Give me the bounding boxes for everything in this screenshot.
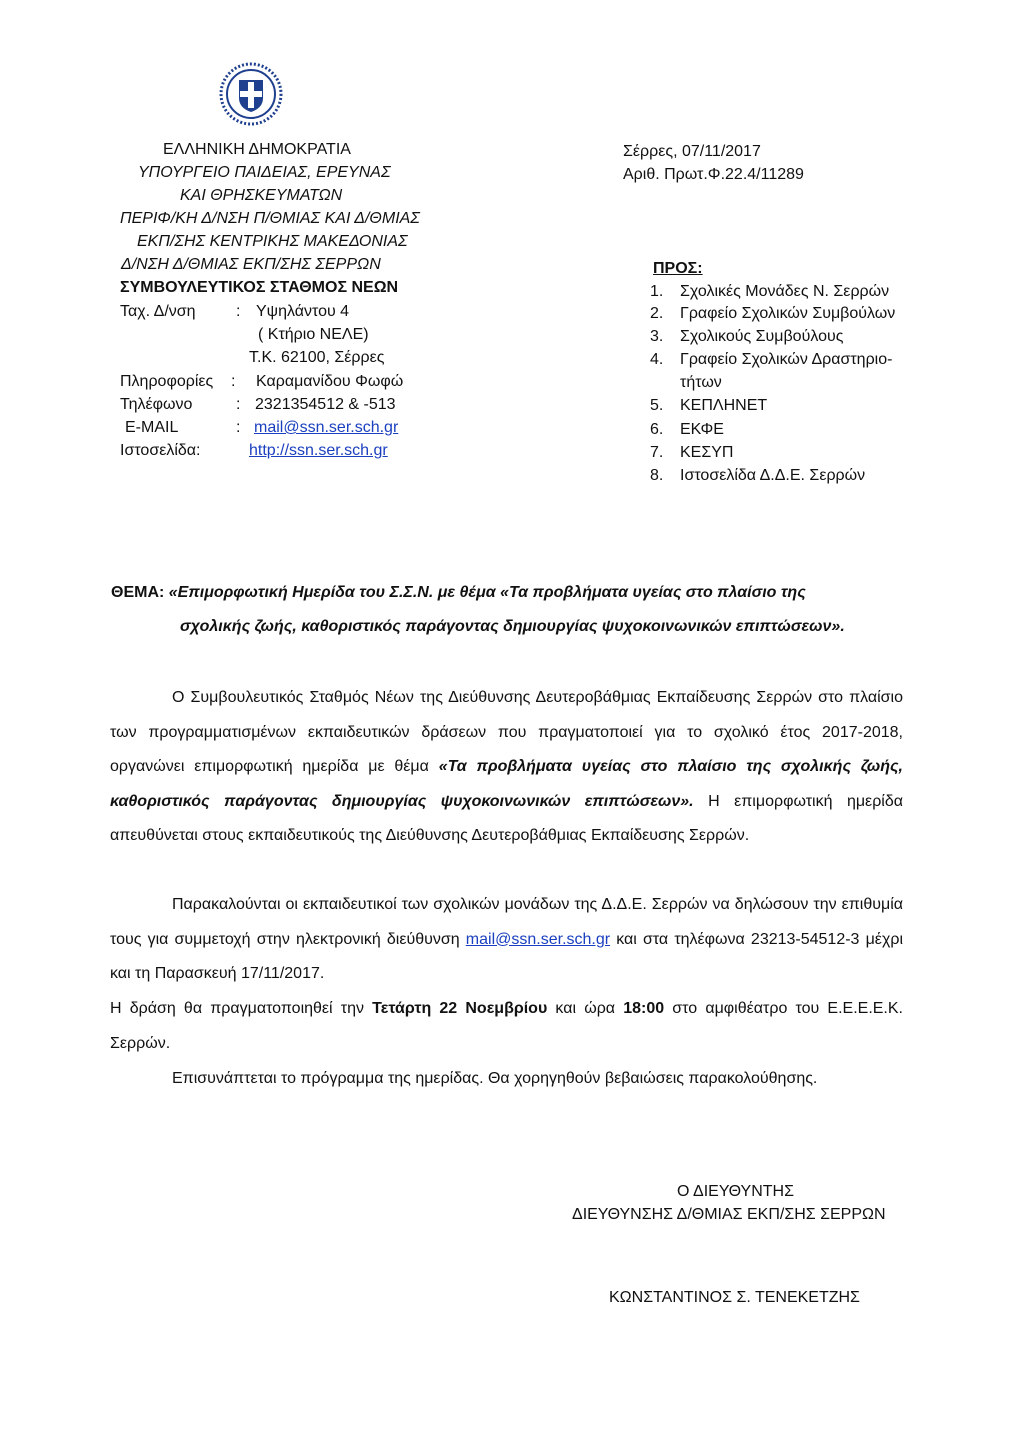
header-line: Δ/ΝΣΗ Δ/ΘΜΙΑΣ ΕΚΠ/ΣΗΣ ΣΕΡΡΩΝ: [121, 256, 381, 273]
address-line1: Υψηλάντου 4: [256, 303, 350, 320]
address-line2: ( Κτήριο ΝΕΛΕ): [258, 326, 369, 343]
header-line: ΕΛΛΗΝΙΚΗ ΔΗΜΟΚΡΑΤΙΑ: [163, 141, 351, 158]
signature-title: Ο ΔΙΕΥΘΥΝΤΗΣ: [677, 1183, 794, 1200]
subject-line2: σχολικής ζωής, καθοριστικός παράγοντας δημιουργίας ψυχοκοινωνικών επιπτώσεων».: [180, 618, 845, 635]
recipient-item: 1. Σχολικές Μονάδες Ν. Σερρών: [650, 283, 890, 300]
recipient-item: 8. Ιστοσελίδα Δ.Δ.Ε. Σερρών: [650, 467, 866, 484]
recipient-item: 3. Σχολικούς Συμβούλους: [650, 328, 844, 345]
greek-coat-of-arms-icon: [219, 62, 283, 126]
address-label: Ταχ. Δ/νση: [120, 303, 196, 320]
subject-label: ΘΕΜΑ:: [111, 584, 165, 601]
colon: :: [236, 396, 241, 413]
colon: :: [236, 303, 241, 320]
protocol-number: Αριθ. Πρωτ.Φ.22.4/11289: [623, 166, 804, 183]
recipient-item: 7. ΚΕΣΥΠ: [650, 444, 734, 461]
info-value: Καραμανίδου Φωφώ: [256, 373, 404, 390]
info-label: Πληροφορίες: [120, 373, 214, 390]
email-label: E-MAIL: [125, 419, 179, 436]
phone-label: Τηλέφωνο: [120, 396, 193, 413]
recipient-item: 5. ΚΕΠΛΗΝΕΤ: [650, 397, 768, 414]
signature-name: ΚΩΝΣΤΑΝΤΙΝΟΣ Σ. ΤΕΝΕΚΕΤΖΗΣ: [609, 1289, 860, 1306]
body-paragraph-2: Παρακαλούνται οι εκπαιδευτικοί των σχολικών μονάδων της Δ.Δ.Ε. Σερρών να δηλώσουν την επιθυμία τους για συμμετοχή στην ηλεκτρονική διεύθυνση mail@ssn.ser.sch.gr και στα τηλέφωνα 23213-54512-3 μέχρι και τη Παρασκευή 17/11/2017.: [110, 896, 903, 982]
recipient-item: τήτων: [680, 374, 722, 391]
website-label: Ιστοσελίδα:: [120, 442, 201, 459]
recipient-item: 2. Γραφείο Σχολικών Συμβούλων: [650, 305, 896, 322]
header-line: ΚΑΙ ΘΡΗΣΚΕΥΜΑΤΩΝ: [180, 187, 343, 204]
recipients-title: ΠΡΟΣ:: [653, 260, 703, 277]
body-paragraph-4: Επισυνάπτεται το πρόγραμμα της ημερίδας. Θα χορηγηθούν βεβαιώσεις παρακολούθησης.: [172, 1070, 818, 1087]
subject-text: «Επιμορφωτική Ημερίδα του Σ.Σ.Ν. με θέμα «Τα προβλήματα υγείας στο πλαίσιο της: [168, 584, 806, 601]
document-date: Σέρρες, 07/11/2017: [623, 143, 761, 160]
body-paragraph-1: Ο Συμβουλευτικός Σταθμός Νέων της Διεύθυνσης Δευτεροβάθμιας Εκπαίδευσης Σερρών στο πλαίσιο των προγραμματισμένων εκπαιδευτικών δράσεων που πραγματοποιεί για το σχολικό έτος 2017-2018, οργανώνει επιμορφωτική ημερίδα με θέμα «Τα προβλήματα υγείας στο πλαίσιο της σχολικής ζωής, καθοριστικός παράγοντας δημιουργίας ψυχοκοινωνικών επιπτώσεων». Η επιμορφωτική ημερίδα απευθύνεται στους εκπαιδευτικούς της Διεύθυνσης Δευτεροβάθμιας Εκπαίδευσης Σερρών.: [110, 689, 904, 844]
subject-line1: [111, 584, 806, 602]
header-line: ΣΥΜΒΟΥΛΕΥΤΙΚΟΣ ΣΤΑΘΜΟΣ ΝΕΩΝ: [120, 279, 399, 296]
header-line: ΠΕΡΙΦ/ΚΗ Δ/ΝΣΗ Π/ΘΜΙΑΣ ΚΑΙ Δ/ΘΜΙΑΣ: [120, 210, 420, 227]
body-paragraph-3: Η δράση θα πραγματοποιηθεί την Τετάρτη 22 Νοεμβρίου και ώρα 18:00 στο αμφιθέατρο του Ε.Ε.Ε.Ε.Κ. Σερρών.: [110, 1000, 903, 1052]
colon: :: [236, 419, 241, 436]
recipient-item: 6. ΕΚΦΕ: [650, 421, 724, 438]
address-line3: Τ.Κ. 62100, Σέρρες: [249, 349, 385, 366]
header-line: ΥΠΟΥΡΓΕΙΟ ΠΑΙΔΕΙΑΣ, ΕΡΕΥΝΑΣ: [138, 164, 391, 181]
phone-value: 2321354512 & -513: [255, 396, 396, 413]
recipient-item: 4. Γραφείο Σχολικών Δραστηριο-: [650, 351, 893, 368]
body-email-link[interactable]: mail@ssn.ser.sch.gr: [465, 930, 611, 948]
signature-dept: ΔΙΕΥΘΥΝΣΗΣ Δ/ΘΜΙΑΣ ΕΚΠ/ΣΗΣ ΣΕΡΡΩΝ: [572, 1206, 886, 1223]
header-line: ΕΚΠ/ΣΗΣ ΚΕΝΤΡΙΚΗΣ ΜΑΚΕΔΟΝΙΑΣ: [137, 233, 408, 250]
email-link[interactable]: mail@ssn.ser.sch.gr: [254, 419, 399, 436]
colon: :: [231, 373, 236, 390]
website-link[interactable]: http://ssn.ser.sch.gr: [249, 442, 388, 459]
